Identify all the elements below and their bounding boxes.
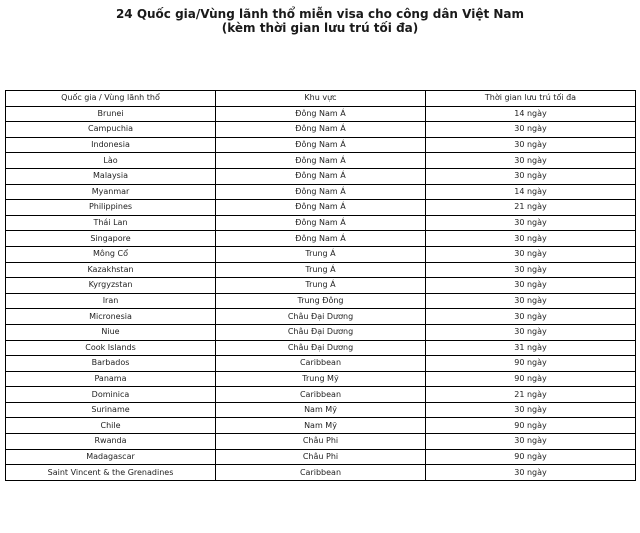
cell-max-stay: 30 ngày <box>426 309 636 325</box>
cell-country: Chile <box>6 418 216 434</box>
table-header <box>6 91 636 107</box>
cell-country: Micronesia <box>6 309 216 325</box>
header-max-stay: Thời gian lưu trú tối đa <box>426 91 636 107</box>
table-row <box>6 246 636 262</box>
cell-country: Philippines <box>6 200 216 216</box>
table-row <box>6 168 636 184</box>
cell-max-stay: 30 ngày <box>426 137 636 153</box>
cell-max-stay: 30 ngày <box>426 231 636 247</box>
cell-region: Đông Nam Á <box>216 106 426 122</box>
cell-max-stay: 30 ngày <box>426 122 636 138</box>
cell-max-stay: 30 ngày <box>426 246 636 262</box>
table-row <box>6 122 636 138</box>
cell-max-stay: 30 ngày <box>426 324 636 340</box>
cell-country: Indonesia <box>6 137 216 153</box>
cell-max-stay: 90 ngày <box>426 356 636 372</box>
header-row <box>6 91 636 107</box>
cell-max-stay: 30 ngày <box>426 215 636 231</box>
cell-max-stay: 21 ngày <box>426 387 636 403</box>
cell-region: Nam Mỹ <box>216 402 426 418</box>
cell-max-stay: 30 ngày <box>426 153 636 169</box>
cell-region: Đông Nam Á <box>216 168 426 184</box>
cell-region: Châu Đại Dương <box>216 340 426 356</box>
table-row <box>6 371 636 387</box>
table-row <box>6 137 636 153</box>
cell-max-stay: 30 ngày <box>426 465 636 481</box>
cell-max-stay: 90 ngày <box>426 418 636 434</box>
cell-country: Thái Lan <box>6 215 216 231</box>
table-row <box>6 278 636 294</box>
table-row <box>6 340 636 356</box>
cell-max-stay: 90 ngày <box>426 449 636 465</box>
cell-country: Kazakhstan <box>6 262 216 278</box>
cell-region: Đông Nam Á <box>216 153 426 169</box>
cell-region: Châu Đại Dương <box>216 309 426 325</box>
cell-country: Niue <box>6 324 216 340</box>
cell-region: Trung Á <box>216 278 426 294</box>
table-row <box>6 387 636 403</box>
cell-country: Singapore <box>6 231 216 247</box>
table-row <box>6 434 636 450</box>
header-country: Quốc gia / Vùng lãnh thổ <box>6 91 216 107</box>
cell-region: Đông Nam Á <box>216 200 426 216</box>
page-title <box>0 7 640 35</box>
cell-country: Malaysia <box>6 168 216 184</box>
cell-max-stay: 30 ngày <box>426 293 636 309</box>
cell-region: Trung Đông <box>216 293 426 309</box>
cell-region: Đông Nam Á <box>216 231 426 247</box>
table-row <box>6 153 636 169</box>
cell-max-stay: 30 ngày <box>426 434 636 450</box>
cell-region: Trung Á <box>216 262 426 278</box>
cell-region: Nam Mỹ <box>216 418 426 434</box>
cell-country: Iran <box>6 293 216 309</box>
cell-max-stay: 31 ngày <box>426 340 636 356</box>
cell-max-stay: 30 ngày <box>426 402 636 418</box>
cell-country: Myanmar <box>6 184 216 200</box>
cell-country: Saint Vincent & the Grenadines <box>6 465 216 481</box>
visa-table <box>5 90 636 481</box>
cell-country: Barbados <box>6 356 216 372</box>
table-row <box>6 418 636 434</box>
table-row <box>6 465 636 481</box>
table-row <box>6 449 636 465</box>
cell-country: Campuchia <box>6 122 216 138</box>
cell-country: Kyrgyzstan <box>6 278 216 294</box>
table-row <box>6 356 636 372</box>
table-row <box>6 309 636 325</box>
cell-region: Trung Á <box>216 246 426 262</box>
table-row <box>6 184 636 200</box>
table-row <box>6 106 636 122</box>
table-row <box>6 262 636 278</box>
cell-country: Madagascar <box>6 449 216 465</box>
table-row <box>6 293 636 309</box>
cell-region: Châu Phi <box>216 449 426 465</box>
cell-max-stay: 21 ngày <box>426 200 636 216</box>
header-region: Khu vực <box>216 91 426 107</box>
cell-country: Dominica <box>6 387 216 403</box>
cell-region: Đông Nam Á <box>216 184 426 200</box>
cell-country: Cook Islands <box>6 340 216 356</box>
table-row <box>6 324 636 340</box>
cell-max-stay: 14 ngày <box>426 106 636 122</box>
table-row <box>6 200 636 216</box>
table-row <box>6 215 636 231</box>
cell-region: Đông Nam Á <box>216 122 426 138</box>
cell-max-stay: 30 ngày <box>426 278 636 294</box>
cell-country: Rwanda <box>6 434 216 450</box>
cell-region: Trung Mỹ <box>216 371 426 387</box>
title-line-2: (kèm thời gian lưu trú tối đa) <box>221 21 419 35</box>
cell-max-stay: 30 ngày <box>426 262 636 278</box>
table-row <box>6 402 636 418</box>
cell-country: Brunei <box>6 106 216 122</box>
cell-region: Châu Đại Dương <box>216 324 426 340</box>
table-row <box>6 231 636 247</box>
cell-region: Caribbean <box>216 387 426 403</box>
cell-region: Đông Nam Á <box>216 137 426 153</box>
cell-country: Mông Cổ <box>6 246 216 262</box>
cell-max-stay: 90 ngày <box>426 371 636 387</box>
cell-country: Panama <box>6 371 216 387</box>
title-line-1: 24 Quốc gia/Vùng lãnh thổ miễn visa cho công dân Việt Nam <box>115 7 525 21</box>
cell-max-stay: 30 ngày <box>426 168 636 184</box>
table-body <box>6 106 636 480</box>
cell-region: Caribbean <box>216 356 426 372</box>
cell-country: Lào <box>6 153 216 169</box>
cell-country: Suriname <box>6 402 216 418</box>
cell-max-stay: 14 ngày <box>426 184 636 200</box>
cell-region: Caribbean <box>216 465 426 481</box>
cell-region: Châu Phi <box>216 434 426 450</box>
cell-region: Đông Nam Á <box>216 215 426 231</box>
